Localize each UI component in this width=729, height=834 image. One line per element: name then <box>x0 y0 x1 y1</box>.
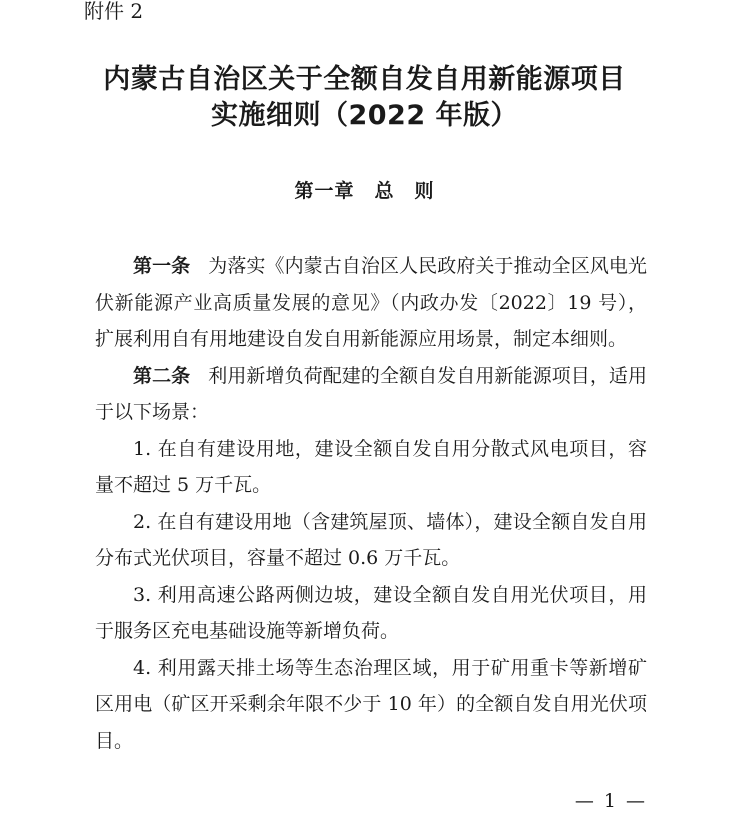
list-item: 2. 在自有建设用地（含建筑屋顶、墙体），建设全额自发自用分布式光伏项目，容量不超过 0.6 万千瓦。 <box>95 510 647 569</box>
list-item: 1. 在自有建设用地，建设全额自发自用分散式风电项目，容量不超过 5 万千瓦。 <box>95 437 647 496</box>
article-text: 利用新增负荷配建的全额自发自用新能源项目，适用于以下场景： <box>95 364 647 423</box>
article-paragraph <box>95 358 647 431</box>
article-paragraph <box>95 248 647 358</box>
article-text: 为落实《内蒙古自治区人民政府关于推动全区风电光伏新能源产业高质量发展的意见》（内政办发〔2022〕19 号），扩展利用自有用地建设自发自用新能源应用场景，制定本细则。 <box>95 255 647 350</box>
document-body <box>95 248 647 759</box>
list-item: 4. 利用露天排土场等生态治理区域，用于矿用重卡等新增矿区用电（矿区开采剩余年限不少于 10 年）的全额自发自用光伏项目。 <box>95 656 647 752</box>
list-item: 3. 利用高速公路两侧边坡，建设全额自发自用光伏项目，用于服务区充电基础设施等新增负荷。 <box>95 583 647 642</box>
page-number: — 1 — <box>574 790 647 812</box>
article-label: 第一条 <box>133 255 191 277</box>
article-label: 第二条 <box>133 364 191 387</box>
attachment-label: 附件 2 <box>84 0 144 23</box>
chapter-heading: 第一章 总 则 <box>294 180 435 202</box>
document-title-line-2: 实施细则（2022 年版） <box>210 100 519 131</box>
document-title-line-1: 内蒙古自治区关于全额自发自用新能源项目 <box>103 64 626 95</box>
